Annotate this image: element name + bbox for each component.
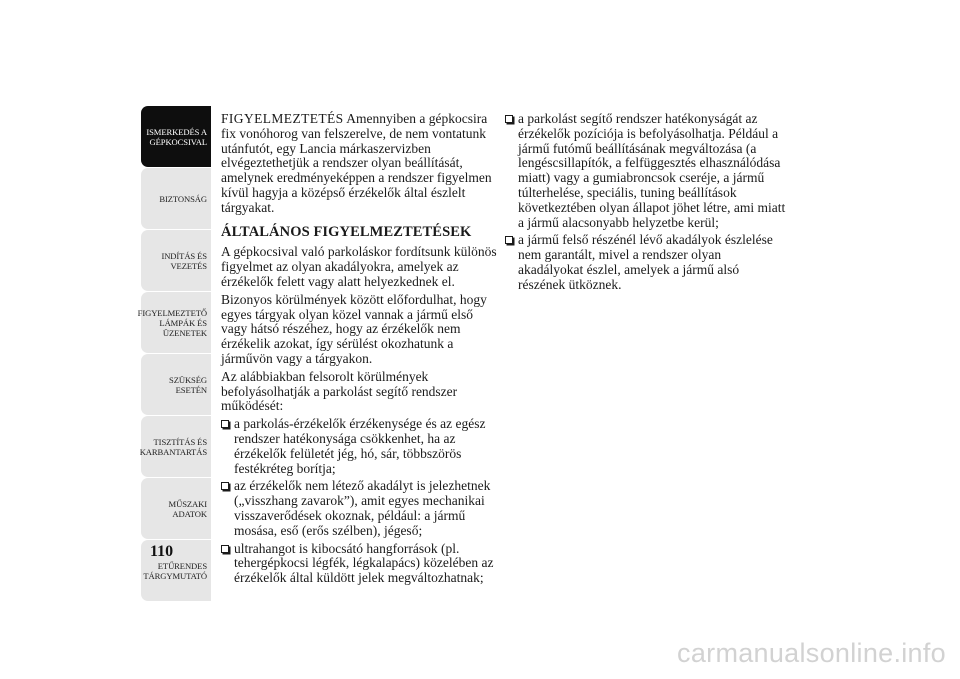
bullet-list-right — [505, 112, 787, 293]
tab-label: MŰSZAKI ADATOK — [168, 498, 207, 519]
watermark: carmanualsonline.info — [677, 638, 946, 668]
checkbox-bullet-icon — [505, 115, 513, 123]
section-heading: ÁLTALÁNOS FIGYELMEZTETÉSEK — [221, 223, 472, 240]
list-item-text: a parkolás-érzékelők érzékenysége és az egész rendszer hatékonysága csökkenhet, ha az érzékelők felületét jég, hó, sár, többszörös festékréteg borítja; — [234, 416, 486, 476]
list-item-text: a jármű felső részénél lévő akadályok észlelése nem garantált, mivel a rendszer olyan akadályokat észlel, amelyek a jármű alsó részének ütköznek. — [518, 232, 773, 292]
tab-ismerkedes[interactable] — [141, 106, 211, 167]
tab-label: ETŰRENDES TÁRGYMUTATÓ — [143, 560, 207, 581]
tab-label: FIGYELMEZTETŐ LÁMPÁK ÉS ÜZENETEK — [137, 307, 207, 338]
list-item-text: a parkolást segítő rendszer hatékonyságát az érzékelők pozíciója is befolyásolhatja. Például a jármű futómű beállításának megváltozása (a lengéscsillapítók, a felfüggesztés elhasználódása miatt) vagy a gumiabroncsok cseréje, a jármű túlterhelése, speciális, tuning beállítások következtében olyan állapot jöhet létre, ami miatt a jármű alacsonyabb helyzetbe kerül; — [518, 111, 786, 230]
paragraph: Bizonyos körülmények között előfordulhat, hogy egyes tárgyak olyan közel vannak a jármű első vagy hátsó részéhez, hogy az érzékelők nem érzékelik azokat, így sérülést okozhatunk a járművön vagy a tárgyakon. — [221, 291, 487, 366]
tab-label: SZÜKSÉG ESETÉN — [169, 374, 207, 395]
list-item — [221, 542, 497, 586]
warning-label: FIGYELMEZTETÉS — [221, 111, 344, 126]
tab-figyelmezteto[interactable] — [137, 292, 211, 353]
page-number: 110 — [150, 543, 174, 560]
tab-biztonsag[interactable] — [141, 168, 211, 229]
checkbox-bullet-icon — [221, 545, 229, 553]
tab-inditas[interactable] — [141, 230, 211, 291]
list-item-text: ultrahangot is kibocsátó hangforrások (pl. tehergépkocsi légfék, légkalapács) közelében az érzékelők által küldött jelek megváltozhatnak; — [234, 540, 494, 586]
list-item-text: az érzékelők nem létező akadályt is jelezhetnek („visszhang zavarok”), amit egyes mechanikai visszaverődések okoznak, például: a jármű mosása, eső (erős szélben), jégeső; — [234, 478, 491, 538]
checkbox-bullet-icon — [221, 420, 229, 428]
list-item — [505, 233, 787, 292]
tab-muszaki[interactable] — [141, 478, 211, 539]
tab-label: INDÍTÁS ÉS VEZETÉS — [161, 250, 207, 271]
warning-paragraph — [221, 112, 497, 216]
list-item — [221, 417, 497, 476]
tab-label: ISMERKEDÉS A GÉPKOCSIVAL — [146, 126, 207, 147]
warning-text: Amennyiben a gépkocsira fix vonóhorog van felszerelve, de nem vontatunk utánfutót, egy Lancia márkaszervizben elvégeztethetjük a rendszer olyan beállítását, amelynek eredményeképpen a rendszer figyelmen kívül hagyja a középső érzékelők által észlelt tárgyakat. — [221, 111, 492, 215]
right-column — [505, 112, 787, 296]
list-item — [221, 479, 497, 538]
checkbox-bullet-icon — [505, 236, 513, 244]
paragraph: Az alábbiakban felsorolt körülmények befolyásolhatják a parkolást segítő rendszer működését: — [221, 368, 458, 414]
left-column — [221, 112, 497, 589]
tab-label: BIZTONSÁG — [159, 193, 207, 204]
bullet-list-left — [221, 417, 497, 586]
tab-label: TISZTÍTÁS ÉS KARBANTARTÁS — [139, 436, 207, 457]
checkbox-bullet-icon — [221, 482, 229, 490]
paragraph: A gépkocsival való parkoláskor fordítsunk különös figyelmet az olyan akadályokra, amelyek az érzékelők felett vagy alatt helyezkednek el. — [221, 244, 497, 289]
tab-szukseg[interactable] — [141, 354, 211, 415]
list-item — [505, 112, 787, 230]
tab-tisztitas[interactable] — [141, 416, 211, 477]
